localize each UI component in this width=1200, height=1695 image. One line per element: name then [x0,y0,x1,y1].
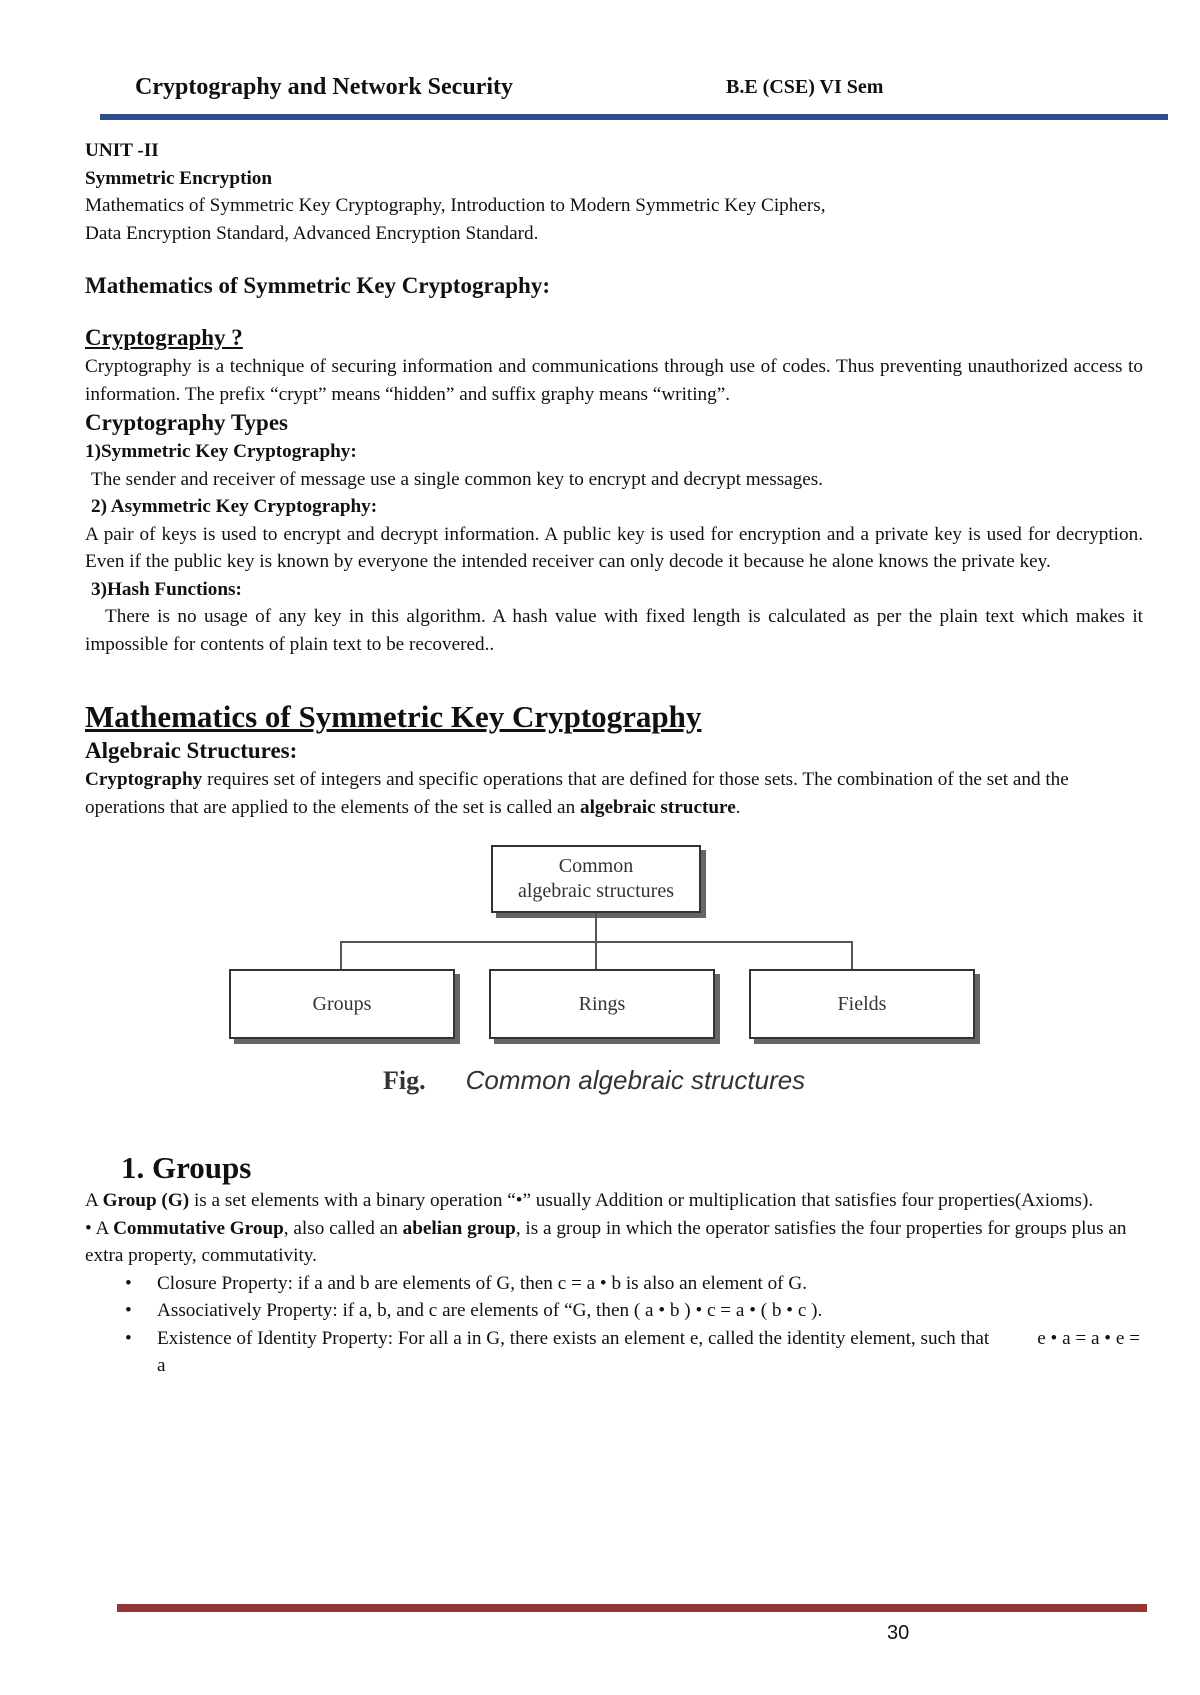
header-title: Cryptography and Network Security [135,74,513,100]
list-item: • Associatively Property: if a, b, and c are elements of “G, then ( a • b ) • c = a • ( b • c ). [125,1297,1143,1325]
section1-heading: Mathematics of Symmetric Key Cryptography: [85,273,550,298]
bold-term-algebraic-structure: algebraic structure [579,796,736,818]
algebraic-structures-heading: Algebraic Structures: [85,738,298,763]
header-semester: B.E (CSE) VI Sem [726,76,884,98]
connector-horizontal [340,941,852,943]
group-properties-list [85,1270,1143,1380]
algebraic-structures-figure [85,831,1143,1131]
connector-vertical-root [595,913,597,973]
fields-node-box: Fields [749,969,975,1039]
unit-label: UNIT -II [85,140,159,161]
list-item: • Closure Property: if a and b are elements of G, then c = a • b is also an element of G. [125,1270,1143,1298]
header-divider [100,114,1168,120]
unit-topic: Symmetric Encryption [85,167,273,189]
footer-divider [117,1604,1147,1612]
list-item: • Existence of Identity Property: For all a in G, there exists an element e, called the identity element, such that e • a = a • e = a [125,1325,1143,1380]
rings-node-box: Rings [489,969,715,1039]
syllabus-line-2: Data Encryption Standard, Advanced Encryption Standard. [85,222,539,244]
bold-term-cryptography: Cryptography [85,769,203,790]
type-3-title: 3)Hash Functions: [91,578,242,600]
type-2-text: A pair of keys is used to encrypt and decrypt information. A public key is used for encryption and a private key is used for decryption. Even if the public key is known by everyone the intended receiver can only decode it because he alone knows the private key. [85,523,1143,572]
types-heading: Cryptography Types [85,410,288,435]
connector-left [340,941,342,971]
type-1-text: The sender and receiver of message use a single common key to encrypt and decrypt messages. [91,468,824,490]
commutative-group-definition: • A Commutative Group, also called an abelian group, is a group in which the operator satisfies the four properties for groups plus an extra property, commutativity. [85,1217,1127,1266]
cryptography-question-heading: Cryptography ? [85,325,243,350]
type-2-title: 2) Asymmetric Key Cryptography: [91,496,378,517]
type-1-title: 1)Symmetric Key Cryptography: [85,441,357,462]
groups-node-box: Groups [229,969,455,1039]
groups-heading: 1. Groups [121,1150,252,1185]
algebraic-structures-paragraph: Cryptography requires set of integers and specific operations that are defined for those sets. The combination of the set and the operations that are applied to the elements of the set is called an algebraic structure. [85,769,1069,818]
page-number: 30 [887,1622,910,1644]
figure-caption: Fig. Common algebraic structures [383,1065,806,1095]
type-3-text: There is no usage of any key in this algorithm. A hash value with fixed length is calculated as per the plain text which makes it impossible for contents of plain text to be recovered.. [85,606,1143,655]
connector-right [851,941,853,971]
group-definition: A Group (G) is a set elements with a binary operation “•” usually Addition or multiplication that satisfies four properties(Axioms). [85,1190,1094,1211]
section2-heading: Mathematics of Symmetric Key Cryptography [85,699,702,734]
syllabus-line-1: Mathematics of Symmetric Key Cryptography, Introduction to Modern Symmetric Key Ciphers, [85,195,826,216]
root-node-box: Common algebraic structures [491,845,701,913]
page-content [85,137,1143,1380]
cryptography-definition: Cryptography is a technique of securing information and communications through use of codes. Thus preventing unauthorized access to information. The prefix “crypt” means “hidden” and suffix graphy means “writing”. [85,356,1143,405]
